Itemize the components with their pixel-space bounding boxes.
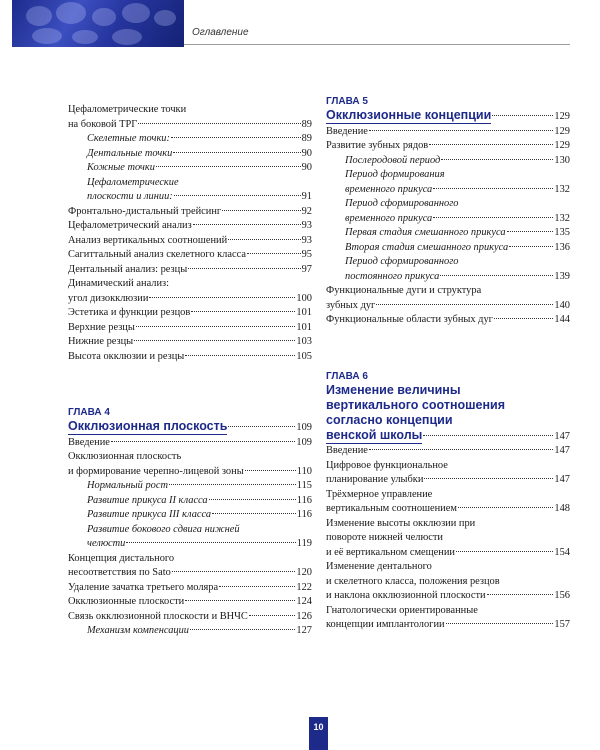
toc-entry-line: Цифровое функциональное bbox=[326, 459, 448, 471]
dot-leader bbox=[509, 246, 553, 247]
toc-entry-page: 119 bbox=[296, 538, 312, 549]
chapter-4-label: ГЛАВА 4 bbox=[68, 407, 110, 418]
toc-entry-title: Удаление зачатка третьего моляра bbox=[68, 581, 219, 593]
toc-entry-page: 89 bbox=[301, 133, 312, 144]
dot-leader bbox=[424, 478, 553, 479]
chapter-title-text: венской школы bbox=[326, 427, 423, 442]
toc-entry-page: 100 bbox=[296, 292, 312, 304]
toc-entry-page: 144 bbox=[554, 314, 570, 325]
toc-entry-page: 101 bbox=[296, 321, 312, 333]
toc-entry-title: временного прикуса bbox=[345, 183, 433, 195]
section-title: Оглавление bbox=[192, 27, 249, 38]
dot-leader bbox=[494, 318, 553, 319]
toc-entry-line: Период сформированного bbox=[345, 256, 459, 267]
toc-entry-page: 90 bbox=[301, 162, 312, 173]
dot-leader bbox=[369, 449, 554, 450]
dot-leader bbox=[369, 130, 554, 131]
toc-entry-title: Послеродовой период bbox=[345, 154, 441, 166]
toc-entry-row bbox=[68, 132, 312, 147]
toc-entry-page: 132 bbox=[554, 212, 570, 224]
toc-entry[interactable] bbox=[68, 161, 312, 176]
toc-entry-row bbox=[326, 473, 570, 488]
chapter-6-entries bbox=[326, 444, 570, 633]
page-number: 10 bbox=[309, 717, 328, 750]
dot-leader bbox=[245, 470, 296, 471]
toc-entry-row bbox=[68, 292, 312, 307]
dot-leader bbox=[185, 355, 295, 356]
dot-leader bbox=[191, 311, 295, 312]
toc-entry-page: 124 bbox=[296, 596, 312, 607]
chapter-6-title-line: вертикального соотношения bbox=[326, 397, 506, 412]
toc-entry-page: 116 bbox=[296, 509, 312, 520]
toc-entry-row bbox=[68, 624, 312, 639]
chapter-6-title-line: Изменение величины bbox=[326, 382, 461, 397]
toc-entry[interactable] bbox=[326, 459, 570, 488]
dot-leader bbox=[507, 231, 554, 232]
toc-entry-page: 127 bbox=[296, 625, 312, 636]
toc-entry-title: и формирование черепно-лицевой зоны bbox=[68, 465, 244, 477]
toc-entry-title: Верхние резцы bbox=[68, 321, 135, 333]
toc-entry[interactable] bbox=[68, 552, 312, 581]
toc-entry-line: Функциональные дуги и структура bbox=[326, 285, 482, 296]
header-rule bbox=[184, 44, 570, 45]
toc-entry[interactable] bbox=[68, 595, 312, 610]
toc-entry-page: 90 bbox=[301, 147, 312, 159]
toc-entry-line: Концепция дистального bbox=[68, 552, 175, 564]
toc-entry[interactable] bbox=[68, 610, 312, 625]
toc-entry-line: Окклюзионная плоскость bbox=[68, 451, 182, 462]
toc-entry[interactable] bbox=[68, 450, 312, 479]
chapter-gap bbox=[326, 328, 570, 370]
chapter-title-text: Окклюзионные концепции bbox=[326, 108, 492, 122]
toc-intro-list bbox=[68, 103, 312, 364]
toc-entry-line: Изменение дентального bbox=[326, 561, 432, 572]
toc-entry-title: Анализ вертикальных соотношений bbox=[68, 234, 228, 246]
toc-entry-line: Цефалометрические bbox=[87, 176, 179, 188]
dot-leader bbox=[193, 224, 301, 225]
toc-entry-title: и её вертикальном смещении bbox=[326, 546, 455, 558]
toc-entry-page: 116 bbox=[296, 494, 312, 506]
toc-entry-page: 129 bbox=[554, 140, 570, 151]
toc-entry[interactable] bbox=[326, 139, 570, 154]
chapter-6-title[interactable] bbox=[326, 428, 570, 445]
dot-leader bbox=[247, 253, 301, 254]
toc-entry-row bbox=[326, 183, 570, 198]
toc-entry[interactable] bbox=[326, 241, 570, 256]
toc-entry[interactable] bbox=[68, 103, 312, 132]
toc-entry-line: Динамический анализ: bbox=[68, 278, 170, 289]
dot-leader bbox=[440, 275, 553, 276]
chapter-4-entries bbox=[68, 436, 312, 639]
dot-leader bbox=[169, 484, 296, 485]
toc-entry-row bbox=[326, 139, 570, 154]
toc-entry-title: вертикальным соотношением bbox=[326, 503, 457, 514]
toc-entry-title: несоответствия по Sato bbox=[68, 567, 171, 578]
dot-leader bbox=[487, 594, 554, 595]
toc-entry-row bbox=[68, 566, 312, 581]
toc-entry-line: Период формирования bbox=[345, 169, 445, 180]
toc-entry-line: Изменение высоты окклюзии при bbox=[326, 517, 476, 529]
toc-entry[interactable] bbox=[68, 436, 312, 451]
toc-right-column bbox=[326, 95, 570, 633]
toc-entry-row bbox=[68, 350, 312, 365]
dot-leader bbox=[429, 144, 553, 145]
toc-entry[interactable] bbox=[326, 313, 570, 328]
toc-entry-row bbox=[68, 263, 312, 278]
toc-entry-page: 110 bbox=[296, 465, 312, 477]
toc-entry[interactable] bbox=[326, 488, 570, 517]
dot-leader bbox=[134, 340, 295, 341]
toc-entry-page: 93 bbox=[301, 234, 312, 246]
dot-leader bbox=[190, 629, 295, 630]
toc-entry-row bbox=[326, 299, 570, 314]
toc-entry-page: 129 bbox=[554, 125, 570, 137]
dot-leader bbox=[209, 499, 296, 500]
toc-entry-row bbox=[326, 125, 570, 140]
toc-entry-row bbox=[68, 161, 312, 176]
toc-entry-title: Введение bbox=[68, 436, 110, 448]
chapter-5-title[interactable] bbox=[326, 108, 570, 125]
toc-entry[interactable] bbox=[68, 350, 312, 365]
dot-leader bbox=[458, 507, 553, 508]
toc-entry-title: и наклона окклюзионной плоскости bbox=[326, 590, 486, 601]
toc-entry-row bbox=[68, 219, 312, 234]
toc-entry[interactable] bbox=[326, 560, 570, 604]
toc-entry-row bbox=[326, 226, 570, 241]
toc-entry-row bbox=[326, 212, 570, 227]
toc-entry-row bbox=[326, 444, 570, 459]
dot-leader bbox=[456, 551, 553, 552]
toc-entry[interactable] bbox=[326, 168, 570, 197]
chapter-title-page: 129 bbox=[554, 111, 570, 122]
toc-entry[interactable] bbox=[326, 154, 570, 169]
toc-entry[interactable] bbox=[326, 197, 570, 226]
toc-entry-title: Кожные точки bbox=[87, 162, 155, 173]
toc-entry[interactable] bbox=[68, 147, 312, 162]
dot-leader bbox=[171, 137, 301, 138]
toc-entry-line: Развитие бокового сдвига нижней bbox=[87, 523, 240, 535]
chapter-gap bbox=[68, 364, 312, 406]
chapter-title-text: Окклюзионная плоскость bbox=[68, 419, 228, 433]
toc-entry-page: 156 bbox=[554, 590, 570, 601]
toc-entry-title: Скелетные точки: bbox=[87, 133, 170, 144]
toc-entry[interactable] bbox=[68, 132, 312, 147]
toc-entry-row bbox=[68, 436, 312, 451]
dot-leader bbox=[174, 195, 301, 196]
toc-entry[interactable] bbox=[326, 284, 570, 313]
chapter-title-page: 109 bbox=[296, 422, 312, 433]
toc-entry-title: Эстетика и функции резцов bbox=[68, 307, 191, 318]
toc-entry-row bbox=[68, 306, 312, 321]
toc-entry-page: 92 bbox=[301, 205, 312, 217]
toc-entry[interactable] bbox=[68, 624, 312, 639]
toc-entry-title: планирование улыбки bbox=[326, 474, 424, 485]
toc-entry[interactable] bbox=[68, 479, 312, 494]
toc-left-column bbox=[68, 103, 312, 639]
toc-entry-title: Нормальный рост bbox=[87, 480, 168, 491]
toc-entry-title: Связь окклюзионной плоскости и ВНЧС bbox=[68, 610, 248, 622]
dot-leader bbox=[156, 166, 301, 167]
toc-entry-row bbox=[68, 479, 312, 494]
dot-leader bbox=[441, 159, 553, 160]
dot-leader bbox=[433, 217, 553, 218]
chapter-6-title-line: согласно концепции bbox=[326, 412, 453, 427]
toc-entry-page: 103 bbox=[296, 336, 312, 347]
toc-entry-title: Функциональные области зубных дуг bbox=[326, 314, 493, 325]
toc-entry-row bbox=[68, 508, 312, 523]
toc-entry-title: Цефалометрический анализ bbox=[68, 220, 192, 231]
toc-entry-page: 157 bbox=[554, 619, 570, 630]
toc-entry[interactable] bbox=[68, 335, 312, 350]
toc-entry-row bbox=[68, 147, 312, 162]
dot-leader bbox=[173, 152, 300, 153]
dot-leader bbox=[172, 571, 296, 572]
dot-leader bbox=[149, 297, 295, 298]
toc-entry-title: Введение bbox=[326, 125, 368, 137]
toc-entry-page: 132 bbox=[554, 183, 570, 195]
toc-entry-page: 136 bbox=[554, 241, 570, 253]
toc-entry-row bbox=[326, 502, 570, 517]
toc-entry-page: 101 bbox=[296, 307, 312, 318]
toc-entry-title: плоскости и линии: bbox=[87, 191, 173, 202]
dot-leader bbox=[111, 441, 296, 442]
toc-entry[interactable] bbox=[68, 277, 312, 306]
toc-entry[interactable] bbox=[68, 321, 312, 336]
toc-entry-title: Развитие зубных рядов bbox=[326, 140, 429, 151]
toc-entry[interactable] bbox=[68, 523, 312, 552]
toc-entry[interactable] bbox=[68, 306, 312, 321]
toc-entry-row bbox=[68, 248, 312, 263]
toc-entry-page: 91 bbox=[301, 191, 312, 202]
toc-entry[interactable] bbox=[68, 219, 312, 234]
toc-entry-page: 126 bbox=[296, 610, 312, 622]
dot-leader bbox=[136, 326, 296, 327]
toc-entry-row bbox=[68, 537, 312, 552]
dot-leader bbox=[185, 600, 295, 601]
toc-entry-title: Нижние резцы bbox=[68, 336, 134, 347]
toc-entry[interactable] bbox=[68, 205, 312, 220]
toc-entry[interactable] bbox=[326, 125, 570, 140]
toc-entry-row bbox=[326, 241, 570, 256]
dot-leader bbox=[126, 542, 295, 543]
toc-entry[interactable] bbox=[68, 176, 312, 205]
toc-entry-page: 105 bbox=[296, 350, 312, 362]
toc-entry-row bbox=[326, 313, 570, 328]
toc-entry-line: повороте нижней челюсти bbox=[326, 532, 443, 543]
dot-leader bbox=[376, 304, 553, 305]
toc-entry-title: на боковой ТРГ bbox=[68, 118, 138, 130]
toc-entry-row bbox=[68, 205, 312, 220]
toc-entry-line: Цефалометрические точки bbox=[68, 104, 187, 115]
toc-entry-title: челюсти bbox=[87, 538, 126, 549]
toc-entry-page: 109 bbox=[296, 436, 312, 448]
toc-entry-title: Сагиттальный анализ скелетного класса bbox=[68, 249, 246, 260]
toc-entry-page: 89 bbox=[301, 118, 312, 130]
chapter-5-entries bbox=[326, 125, 570, 328]
toc-entry-title: Первая стадия смешанного прикуса bbox=[345, 227, 506, 238]
toc-entry-page: 122 bbox=[296, 581, 312, 593]
toc-entry-page: 147 bbox=[554, 474, 570, 485]
toc-entry[interactable] bbox=[68, 234, 312, 249]
toc-entry-row bbox=[326, 270, 570, 285]
toc-entry-page: 95 bbox=[301, 249, 312, 260]
dot-leader bbox=[222, 210, 300, 211]
toc-entry[interactable] bbox=[326, 604, 570, 633]
header-photo bbox=[12, 0, 184, 47]
toc-entry-row bbox=[68, 494, 312, 509]
toc-entry-page: 115 bbox=[296, 480, 312, 491]
toc-entry-title: постоянного прикуса bbox=[345, 270, 440, 282]
dot-leader bbox=[433, 188, 553, 189]
toc-entry-page: 97 bbox=[301, 263, 312, 275]
toc-entry-title: Фронтально-дистальный трейсинг bbox=[68, 205, 222, 217]
toc-entry-page: 154 bbox=[554, 546, 570, 558]
toc-entry-line: Период сформированного bbox=[345, 198, 459, 209]
toc-entry-line: Трёхмерное управление bbox=[326, 488, 433, 500]
toc-entry[interactable] bbox=[326, 226, 570, 241]
chapter-5-label: ГЛАВА 5 bbox=[326, 96, 368, 107]
toc-entry-title: Дентальный анализ: резцы bbox=[68, 263, 188, 275]
toc-entry-title: концепции имплантологии bbox=[326, 619, 445, 630]
toc-entry-title: Дентальные точки bbox=[87, 147, 173, 159]
toc-entry[interactable] bbox=[68, 494, 312, 509]
toc-entry[interactable] bbox=[326, 255, 570, 284]
chapter-title-page: 147 bbox=[554, 430, 570, 442]
toc-entry-page: 93 bbox=[301, 220, 312, 231]
toc-entry-title: Развитие прикуса III класса bbox=[87, 509, 212, 520]
toc-entry-line: Гнатологически ориентированные bbox=[326, 604, 478, 616]
toc-entry-row bbox=[68, 610, 312, 625]
dot-leader bbox=[212, 513, 296, 514]
toc-entry-row bbox=[326, 546, 570, 561]
toc-entry-title: Окклюзионные плоскости bbox=[68, 596, 185, 607]
toc-entry-title: Вторая стадия смешанного прикуса bbox=[345, 241, 509, 253]
toc-entry-title: Высота окклюзии и резцы bbox=[68, 350, 185, 362]
toc-entry-page: 148 bbox=[554, 503, 570, 514]
toc-entry-line: и скелетного класса, положения резцов bbox=[326, 575, 500, 587]
toc-entry-title: Введение bbox=[326, 445, 368, 456]
toc-entry-row bbox=[68, 118, 312, 133]
chapter-4-title[interactable] bbox=[68, 419, 312, 436]
toc-entry-title: Развитие прикуса II класса bbox=[87, 494, 208, 506]
toc-entry-title: зубных дуг bbox=[326, 299, 376, 311]
chapter-6-label: ГЛАВА 6 bbox=[326, 370, 368, 382]
toc-entry-page: 120 bbox=[296, 567, 312, 578]
toc-entry-row bbox=[68, 595, 312, 610]
dot-leader bbox=[228, 239, 300, 240]
dot-leader bbox=[219, 586, 295, 587]
toc-entry-row bbox=[68, 581, 312, 596]
toc-entry[interactable] bbox=[326, 517, 570, 561]
toc-entry-row bbox=[326, 589, 570, 604]
toc-entry[interactable] bbox=[68, 248, 312, 263]
toc-entry[interactable] bbox=[68, 508, 312, 523]
toc-entry[interactable] bbox=[68, 263, 312, 278]
toc-entry-title: временного прикуса bbox=[345, 212, 433, 224]
dot-leader bbox=[188, 268, 300, 269]
dot-leader bbox=[249, 615, 296, 616]
dot-leader bbox=[446, 623, 554, 624]
dot-leader bbox=[138, 123, 300, 124]
toc-entry-row bbox=[326, 618, 570, 633]
toc-entry-title: Механизм компенсации bbox=[87, 625, 190, 636]
toc-entry-page: 130 bbox=[554, 154, 570, 166]
toc-entry-row bbox=[326, 154, 570, 169]
toc-entry-page: 135 bbox=[554, 227, 570, 238]
toc-entry-row bbox=[68, 465, 312, 480]
toc-entry-row bbox=[68, 234, 312, 249]
toc-entry-title: угол дизокклюзии bbox=[68, 292, 149, 304]
toc-entry-row bbox=[68, 321, 312, 336]
toc-entry-row bbox=[68, 335, 312, 350]
toc-entry[interactable] bbox=[326, 444, 570, 459]
toc-entry-row bbox=[68, 190, 312, 205]
toc-entry[interactable] bbox=[68, 581, 312, 596]
toc-entry-page: 140 bbox=[554, 299, 570, 311]
toc-entry-page: 139 bbox=[554, 270, 570, 282]
toc-entry-page: 147 bbox=[554, 445, 570, 456]
